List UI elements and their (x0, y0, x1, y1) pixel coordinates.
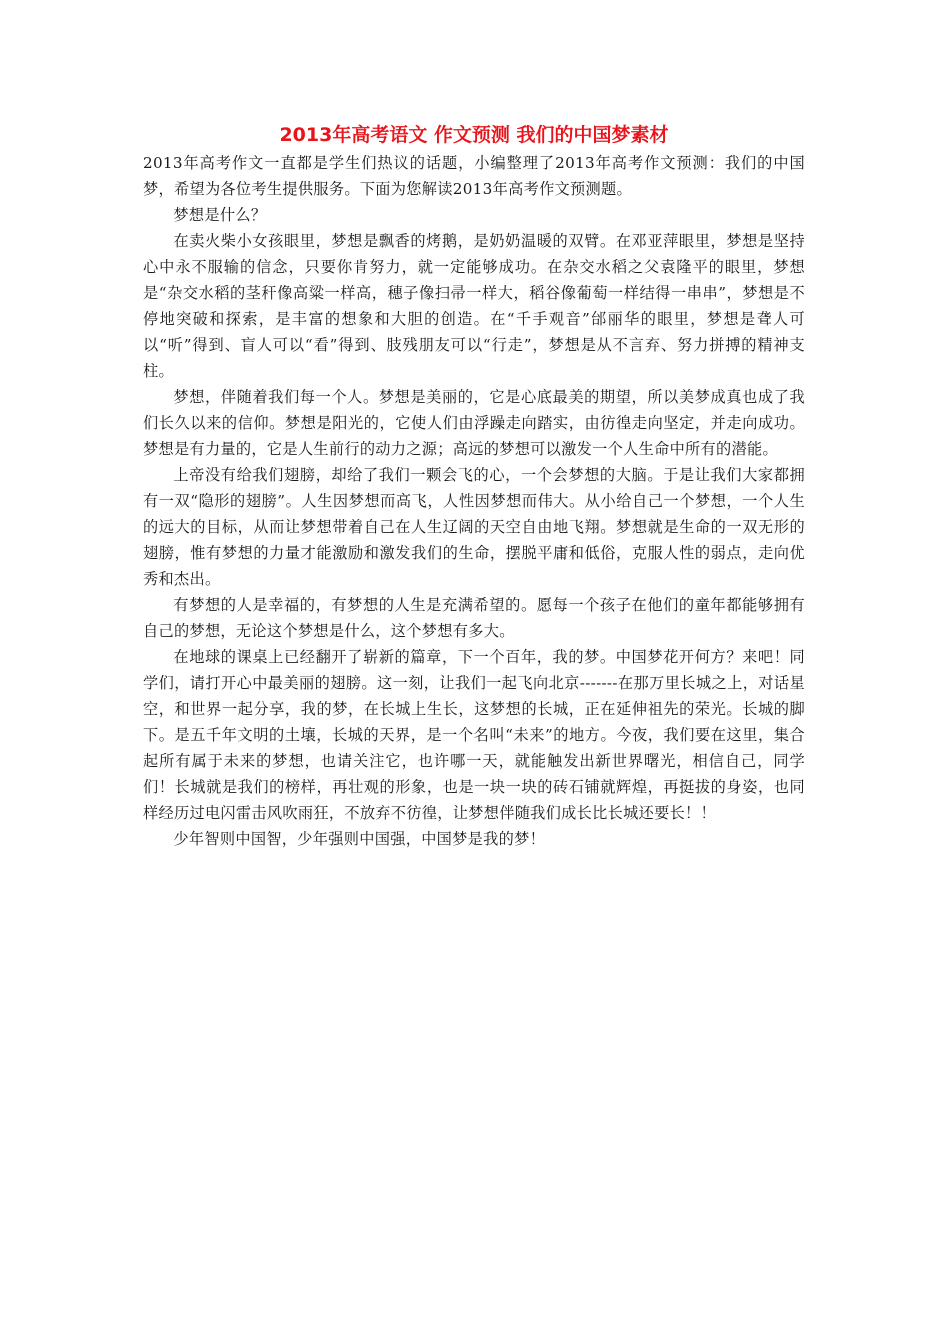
document-title: 2013年高考语文 作文预测 我们的中国梦素材 (279, 124, 669, 146)
body-paragraph: 在卖火柴小女孩眼里，梦想是飘香的烤鹅，是奶奶温暖的双臂。在邓亚萍眼里，梦想是坚持心中永不服输的信念，只要你肯努力，就一定能够成功。在杂交水稻之父袁隆平的眼里，梦想是“杂交水稻的茎秆像高粱一样高，穗子像扫帚一样大，稻谷像葡萄一样结得一串串”，梦想是不停地突破和探索，是丰富的想象和大胆的创造。在“千手观音”邰丽华的眼里，梦想是聋人可以“听”得到、盲人可以“看”得到、肢残朋友可以“行走”，梦想是从不言弃、努力拼搏的精神支柱。 (143, 232, 805, 380)
closing-paragraph: 少年智则中国智，少年强则中国强，中国梦是我的梦！ (173, 830, 546, 848)
intro-paragraph: 2013年高考作文一直都是学生们热议的话题，小编整理了2013年高考作文预测：我们的中国梦，希望为各位考生提供服务。下面为您解读2013年高考作文预测题。 (143, 154, 805, 198)
question-paragraph: 梦想是什么？ (173, 206, 267, 224)
body-paragraph: 在地球的课桌上已经翻开了崭新的篇章，下一个百年，我的梦。中国梦花开何方？来吧！同学们，请打开心中最美丽的翅膀。这一刻，让我们一起飞向北京-------在那万里长城之上，对话星空，和世界一起分享，我的梦，在长城上生长，这梦想的长城，正在延伸祖先的荣光。长城的脚下。是五千年文明的土壤，长城的天界，是一个名叫“未来”的地方。今夜，我们要在这里，集合起所有属于未来的梦想，也请关注它，也许哪一天，就能触发出新世界曙光，相信自己，同学们！长城就是我们的榜样，再壮观的形象，也是一块一块的砖石铺就辉煌，再挺拔的身姿，也同样经历过电闪雷击风吹雨狂，不放弃不彷徨，让梦想伴随我们成长比长城还要长！！ (143, 648, 805, 822)
body-paragraph: 上帝没有给我们翅膀，却给了我们一颗会飞的心，一个会梦想的大脑。于是让我们大家都拥有一双“隐形的翅膀”。人生因梦想而高飞，人性因梦想而伟大。从小给自己一个梦想，一个人生的远大的目标，从而让梦想带着自己在人生辽阔的天空自由地飞翔。梦想就是生命的一双无形的翅膀，惟有梦想的力量才能激励和激发我们的生命，摆脱平庸和低俗，克服人性的弱点，走向优秀和杰出。 (143, 466, 805, 588)
body-paragraph: 梦想，伴随着我们每一个人。梦想是美丽的，它是心底最美的期望，所以美梦成真也成了我们长久以来的信仰。梦想是阳光的，它使人们由浮躁走向踏实，由彷徨走向坚定，并走向成功。梦想是有力量的，它是人生前行的动力之源；高远的梦想可以激发一个人生命中所有的潜能。 (143, 388, 805, 458)
document-page (143, 120, 805, 852)
body-paragraph: 有梦想的人是幸福的，有梦想的人生是充满希望的。愿每一个孩子在他们的童年都能够拥有自己的梦想，无论这个梦想是什么，这个梦想有多大。 (143, 596, 805, 640)
